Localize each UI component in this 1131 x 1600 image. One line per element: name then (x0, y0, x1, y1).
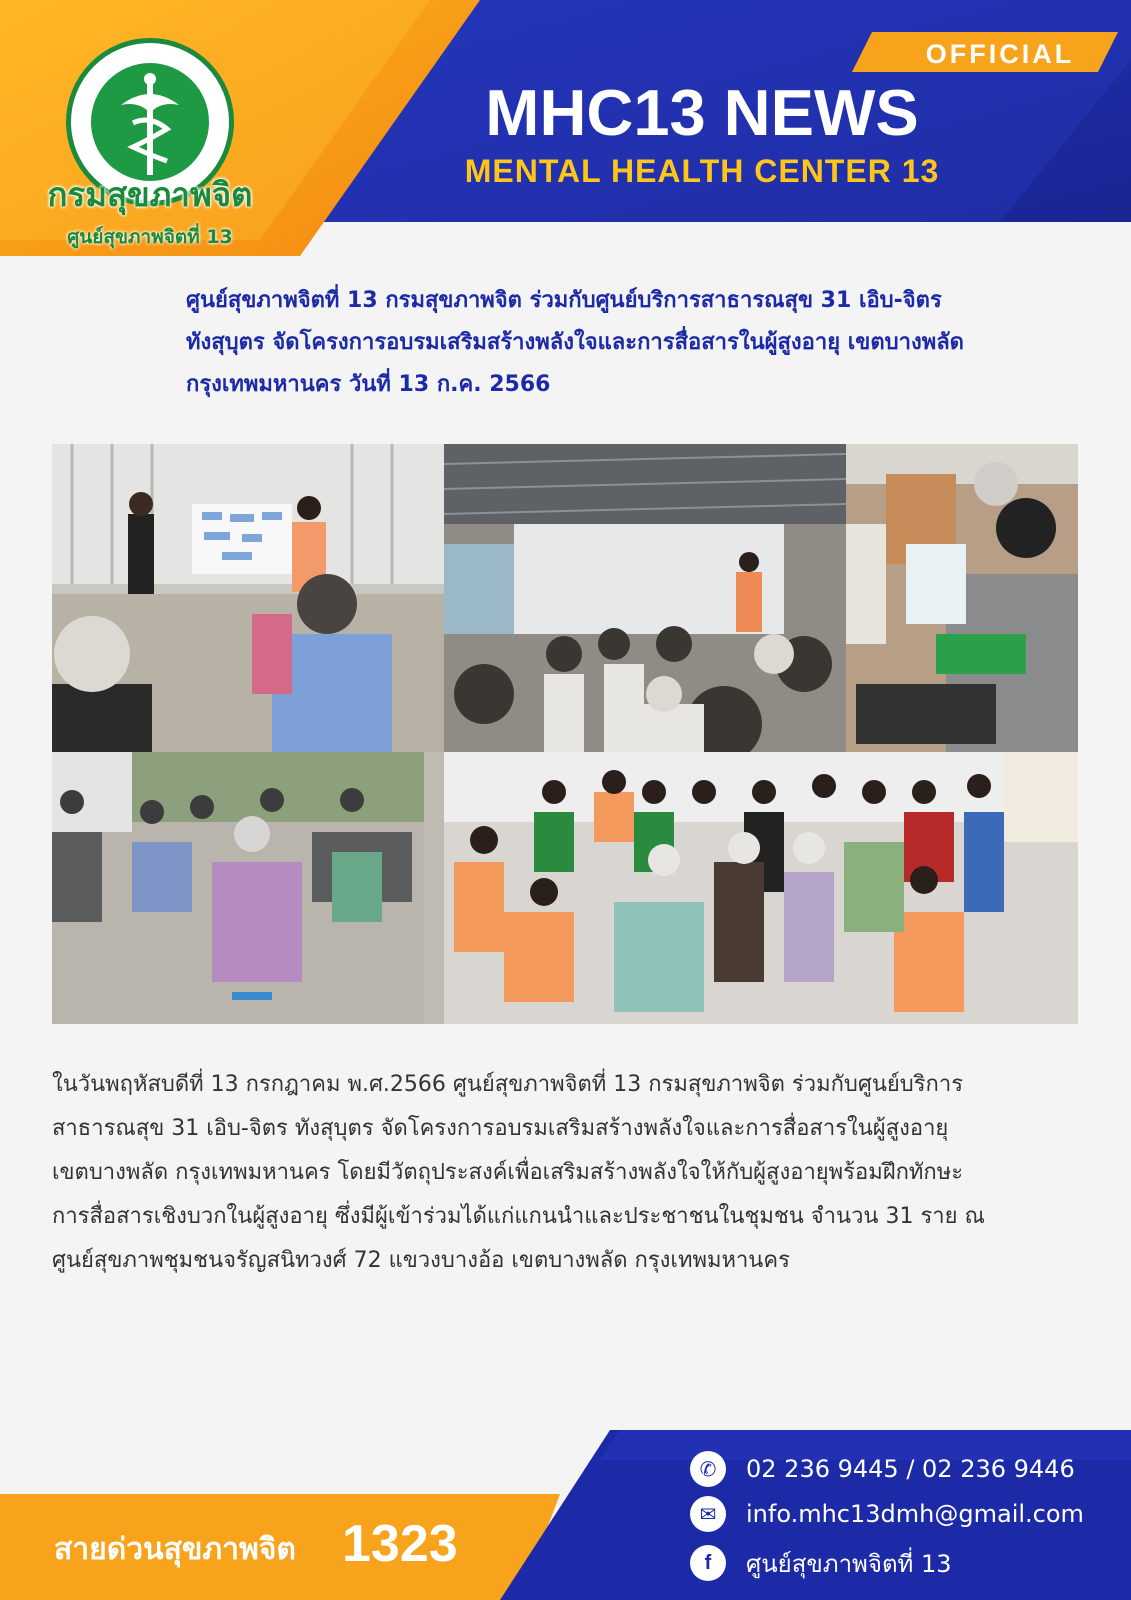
headline-line: กรุงเทพมหานคร วันที่ 13 ก.ค. 2566 (186, 372, 551, 397)
body-line: การสื่อสารเชิงบวกในผู้สูงอายุ ซึ่งมีผู้เข้าร่วมได้แก่แกนนำและประชาชนในชุมชน จำนวน 31 ราย ณ (52, 1204, 985, 1229)
phone-number: 02 236 9445 / 02 236 9446 (746, 1455, 1075, 1483)
article-body (52, 1063, 1078, 1283)
facebook-page: ศูนย์สุขภาพจิตที่ 13 (746, 1549, 952, 1578)
body-line: เขตบางพลัด กรุงเทพมหานคร โดยมีวัตถุประสงค์เพื่อเสริมสร้างพลังใจให้กับผู้สูงอายุพร้อมฝึกทักษะ (52, 1160, 964, 1185)
body-line: ศูนย์สุขภาพชุมชนจรัญสนิทวงศ์ 72 แขวงบางอ้อ เขตบางพลัด กรุงเทพมหานคร (52, 1248, 790, 1273)
official-badge: OFFICIAL (925, 39, 1075, 69)
photo-reading-pamphlet (846, 444, 1078, 752)
body-line: ในวันพฤหัสบดีที่ 13 กรกฎาคม พ.ศ.2566 ศูนย์สุขภาพจิตที่ 13 กรมสุขภาพจิต ร่วมกับศูนย์บริการ (52, 1072, 964, 1097)
phone-icon: ✆ (690, 1451, 726, 1487)
hotline-number[interactable]: 1323 (342, 1515, 458, 1573)
photo-group-portrait (424, 752, 1078, 1024)
headline-line: ทังสุบุตร จัดโครงการอบรมเสริมสร้างพลังใจและการสื่อสารในผู้สูงอายุ เขตบางพลัด (186, 330, 964, 355)
headline-line: ศูนย์สุขภาพจิตที่ 13 กรมสุขภาพจิต ร่วมกับศูนย์บริการสาธารณสุข 31 เอิบ-จิตร (186, 288, 942, 313)
body-line: สาธารณสุข 31 เอิบ-จิตร ทังสุบุตร จัดโครงการอบรมเสริมสร้างพลังใจและการสื่อสารในผู้สูงอายุ (52, 1116, 949, 1141)
photo-trainer-board (52, 444, 444, 752)
brand-subtitle: ศูนย์สุขภาพจิตที่ 13 (67, 226, 233, 248)
photo-group-session (444, 444, 846, 752)
contact-facebook[interactable] (690, 1543, 952, 1583)
facebook-icon: f (690, 1545, 726, 1581)
contact-email[interactable] (690, 1494, 1084, 1534)
hotline-label: สายด่วนสุขภาพจิต (54, 1532, 296, 1567)
email-address: info.mhc13dmh@gmail.com (746, 1500, 1084, 1528)
mail-icon: ✉ (690, 1496, 726, 1532)
news-subtitle: MENTAL HEALTH CENTER 13 (464, 153, 940, 189)
headline (186, 280, 1086, 406)
brand-name: กรมสุขภาพจิต (47, 175, 253, 214)
photo-collage (52, 444, 1078, 1024)
photo-seated-seniors (52, 752, 424, 1024)
news-title: MHC13 NEWS (485, 76, 919, 149)
contact-phone[interactable] (690, 1449, 1075, 1489)
